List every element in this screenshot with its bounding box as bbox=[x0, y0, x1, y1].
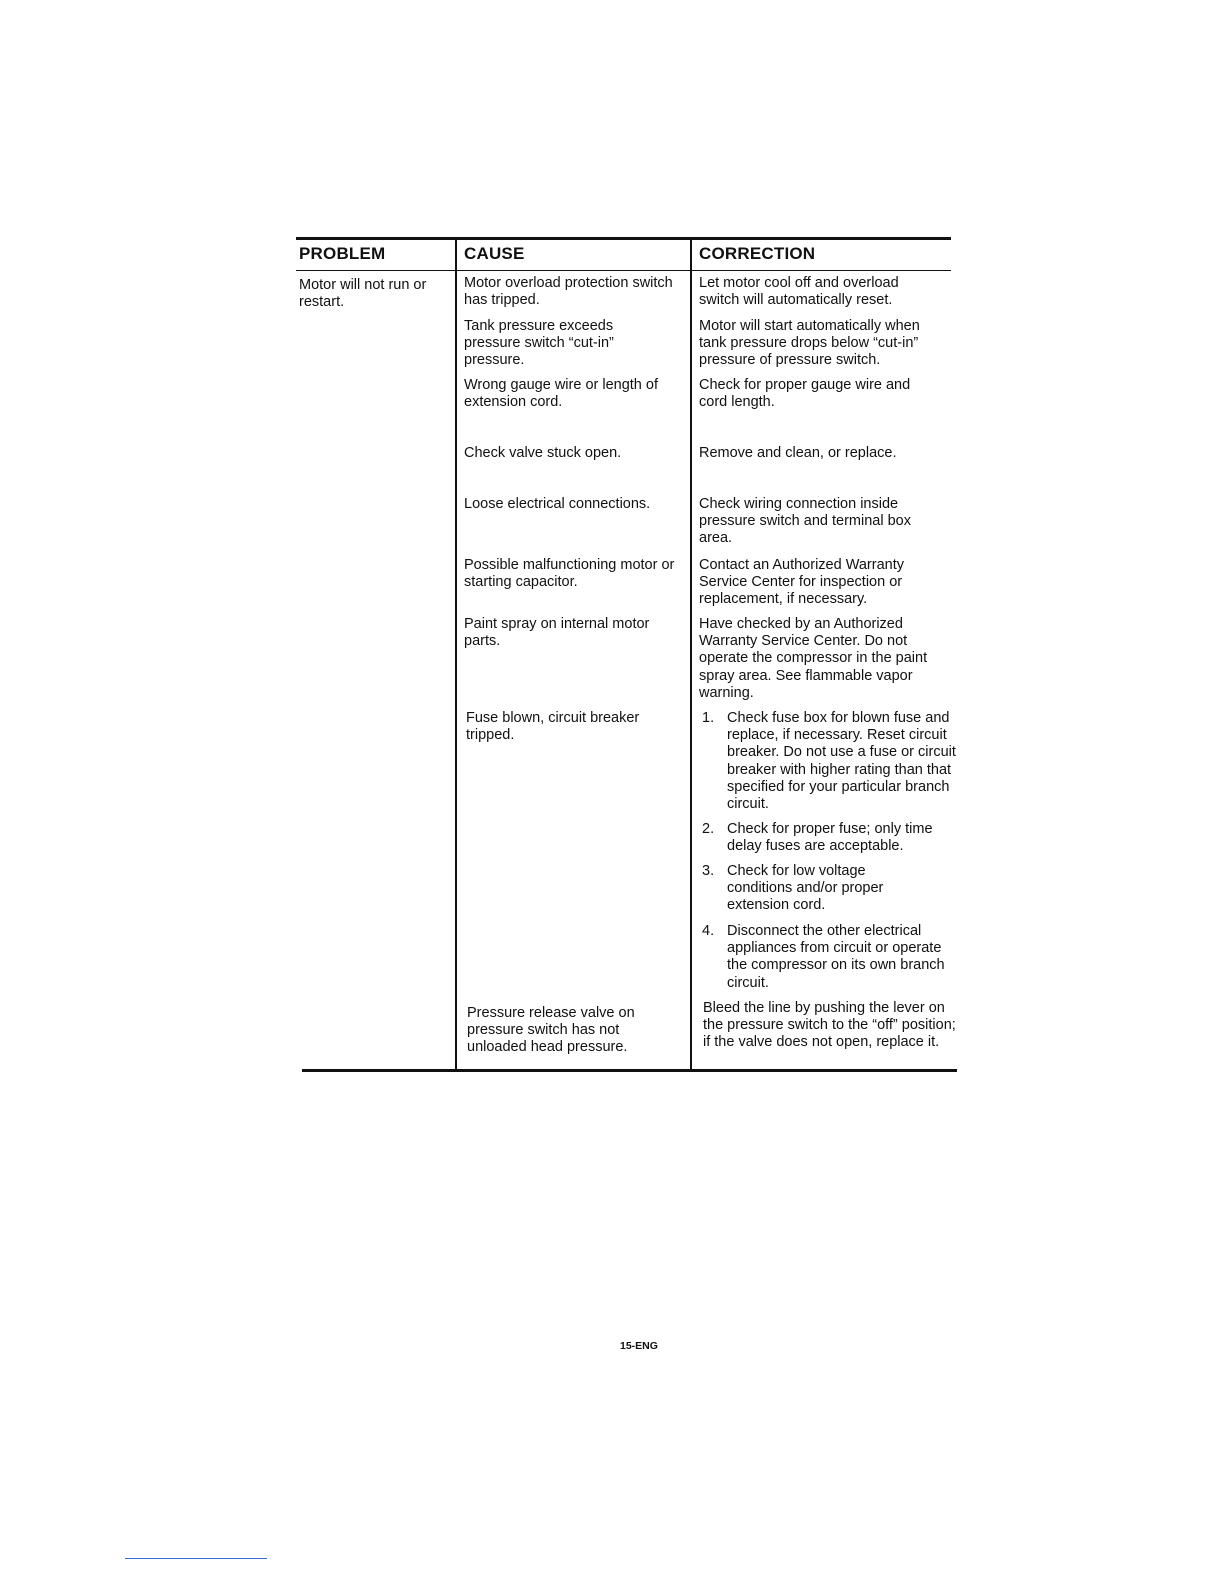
correction-text: Remove and clean, or replace. bbox=[699, 445, 897, 461]
header-bottom-rule bbox=[296, 270, 951, 271]
cause-text: Wrong gauge wire or length of extension cord. bbox=[464, 377, 658, 411]
step-number: 2. bbox=[702, 821, 715, 837]
correction-text: Contact an Authorized Warranty Service Center for inspection or replacement, if necessary. bbox=[699, 557, 904, 608]
header-correction: CORRECTION bbox=[699, 244, 816, 263]
cause-text: Fuse blown, circuit breaker tripped. bbox=[466, 710, 640, 744]
table-bottom-rule bbox=[302, 1069, 957, 1072]
header-problem: PROBLEM bbox=[299, 244, 386, 263]
step-number: 4. bbox=[702, 923, 715, 939]
header-cause: CAUSE bbox=[464, 244, 525, 263]
cause-text: Motor overload protection switch has tripped. bbox=[464, 275, 673, 309]
correction-text: Bleed the line by pushing the lever on the pressure switch to the “off” position; if the valve does not open, replace it. bbox=[703, 1000, 956, 1051]
problem-text: Motor will not run or restart. bbox=[299, 277, 427, 311]
cause-text: Tank pressure exceeds pressure switch “cut-in” pressure. bbox=[464, 318, 614, 369]
table-top-rule bbox=[296, 237, 951, 240]
step-number: 1. bbox=[702, 710, 715, 726]
correction-text: Check for proper gauge wire and cord length. bbox=[699, 377, 911, 411]
bottom-link-line bbox=[125, 1558, 267, 1559]
column-divider-2 bbox=[690, 240, 692, 1071]
correction-text: Let motor cool off and overload switch will automatically reset. bbox=[699, 275, 899, 309]
cause-text: Possible malfunctioning motor or starting capacitor. bbox=[464, 557, 675, 591]
cause-text: Pressure release valve on pressure switch has not unloaded head pressure. bbox=[467, 1005, 635, 1056]
step-text: Disconnect the other electrical appliances from circuit or operate the compressor on its own branch circuit. bbox=[727, 923, 945, 991]
column-divider-1 bbox=[455, 240, 457, 1071]
correction-text: Check wiring connection inside pressure switch and terminal box area. bbox=[699, 496, 911, 547]
step-text: Check for low voltage conditions and/or proper extension cord. bbox=[727, 863, 884, 914]
step-text: Check fuse box for blown fuse and replace, if necessary. Reset circuit breaker. Do not use a fuse or circuit breaker with higher rating than that specified for your particular branch circuit. bbox=[727, 710, 956, 813]
correction-text: Have checked by an Authorized Warranty Service Center. Do not operate the compressor in the paint spray area. See flammable vapor warning. bbox=[699, 616, 928, 701]
correction-text: Motor will start automatically when tank pressure drops below “cut-in” pressure of pressure switch. bbox=[699, 318, 920, 369]
step-number: 3. bbox=[702, 863, 715, 879]
cause-text: Loose electrical connections. bbox=[464, 496, 651, 512]
cause-text: Paint spray on internal motor parts. bbox=[464, 616, 650, 650]
cause-text: Check valve stuck open. bbox=[464, 445, 622, 461]
page-number: 15-ENG bbox=[620, 1340, 658, 1352]
step-text: Check for proper fuse; only time delay fuses are acceptable. bbox=[727, 821, 933, 855]
